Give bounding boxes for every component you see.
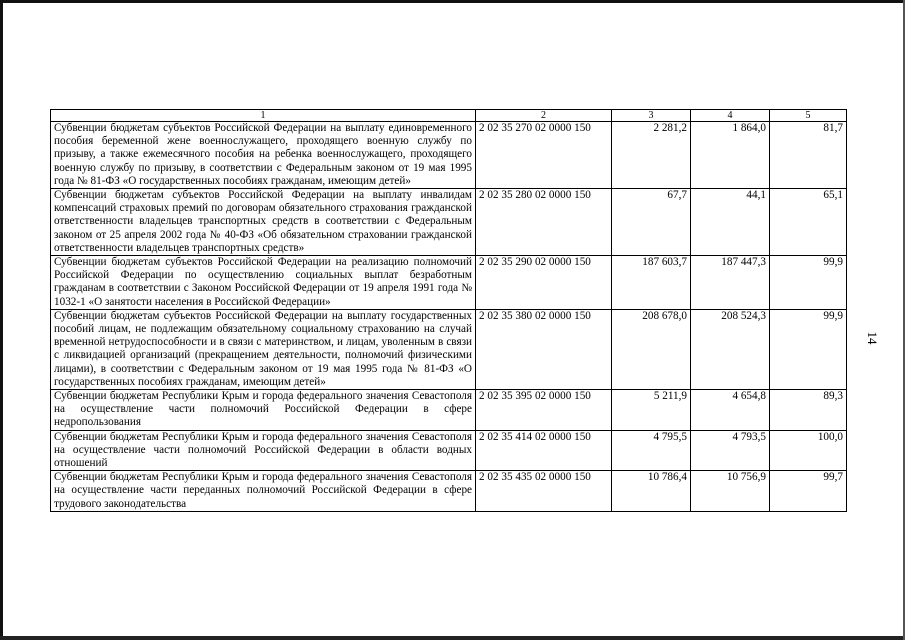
row-description: Субвенции бюджетам субъектов Российской Федерации на выплату инвалидам компенсаций страховых премий по договорам обязательного страхования гражданской ответственности владельцев транспортных средств в соответствии с Федеральным законом от 25 апреля 2002 года № 40-ФЗ «Об обязательном страховании гражданской ответственности владельцев транспортных средств»: [51, 189, 476, 256]
row-budget-code: 2 02 35 414 02 0000 150: [476, 430, 612, 471]
row-col-4-value: 187 447,3: [691, 256, 770, 310]
row-budget-code: 2 02 35 280 02 0000 150: [476, 189, 612, 256]
row-col-4-value: 44,1: [691, 189, 770, 256]
header-col-3: 3: [612, 110, 691, 122]
row-col-5-percent: 99,9: [770, 309, 847, 389]
row-col-3-value: 5 211,9: [612, 390, 691, 431]
row-col-5-percent: 99,7: [770, 471, 847, 512]
scan-edge-left: [0, 0, 3, 640]
row-description: Субвенции бюджетам Республики Крым и города федерального значения Севастополя на осуществление части переданных полномочий Российской Федерации в сфере трудового законодательства: [51, 471, 476, 512]
scan-edge-top: [0, 0, 905, 3]
header-col-5: 5: [770, 110, 847, 122]
row-col-4-value: 4 654,8: [691, 390, 770, 431]
header-col-4: 4: [691, 110, 770, 122]
table-header-row: [51, 110, 847, 122]
row-budget-code: 2 02 35 380 02 0000 150: [476, 309, 612, 389]
row-col-5-percent: 81,7: [770, 122, 847, 189]
header-col-1: 1: [51, 110, 476, 122]
row-col-3-value: 67,7: [612, 189, 691, 256]
row-budget-code: 2 02 35 435 02 0000 150: [476, 471, 612, 512]
header-col-2: 2: [476, 110, 612, 122]
row-col-3-value: 208 678,0: [612, 309, 691, 389]
table-row: [51, 256, 847, 310]
row-col-5-percent: 100,0: [770, 430, 847, 471]
row-description: Субвенции бюджетам субъектов Российской Федерации на выплату единовременного пособия беременной жене военнослужащего, проходящего военную службу по призыву, а также ежемесячного пособия на ребенка военнослужащего, проходящего военную службу по призыву, в соответствии с Федеральным законом от 19 мая 1995 года № 81-ФЗ «О государственных пособиях гражданам, имеющим детей»: [51, 122, 476, 189]
budget-table-body: [51, 110, 847, 512]
row-budget-code: 2 02 35 395 02 0000 150: [476, 390, 612, 431]
row-col-3-value: 187 603,7: [612, 256, 691, 310]
row-col-4-value: 208 524,3: [691, 309, 770, 389]
row-col-5-percent: 99,9: [770, 256, 847, 310]
table-row: [51, 189, 847, 256]
page-number: 14: [865, 331, 880, 345]
row-col-3-value: 2 281,2: [612, 122, 691, 189]
row-col-5-percent: 65,1: [770, 189, 847, 256]
table-row: [51, 390, 847, 431]
row-description: Субвенции бюджетам субъектов Российской Федерации на реализацию полномочий Российской Федерации по осуществлению социальных выплат безработным гражданам в соответствии с Законом Российской Федерации от 19 апреля 1991 года № 1032-1 «О занятости населения в Российской Федерации»: [51, 256, 476, 310]
row-col-3-value: 10 786,4: [612, 471, 691, 512]
table-row: [51, 309, 847, 389]
row-col-4-value: 10 756,9: [691, 471, 770, 512]
row-budget-code: 2 02 35 270 02 0000 150: [476, 122, 612, 189]
row-col-4-value: 4 793,5: [691, 430, 770, 471]
row-description: Субвенции бюджетам Республики Крым и города федерального значения Севастополя на осуществление части полномочий Российской Федерации в области водных отношений: [51, 430, 476, 471]
row-budget-code: 2 02 35 290 02 0000 150: [476, 256, 612, 310]
row-description: Субвенции бюджетам Республики Крым и города федерального значения Севастополя на осуществление части полномочий Российской Федерации в сфере недропользования: [51, 390, 476, 431]
row-col-5-percent: 89,3: [770, 390, 847, 431]
row-description: Субвенции бюджетам субъектов Российской Федерации на выплату государственных пособий лицам, не подлежащим обязательному социальному страхованию на случай временной нетрудоспособности и в связи с материнством, и лицам, уволенным в связи с ликвидацией организаций (прекращением деятельности, полномочий физическими лицами), в соответствии с Федеральным законом от 19 мая 1995 года № 81-ФЗ «О государственных пособиях гражданам, имеющим детей»: [51, 309, 476, 389]
scan-edge-bottom: [0, 636, 905, 640]
table-row: [51, 471, 847, 512]
budget-table: [50, 109, 847, 512]
row-col-4-value: 1 864,0: [691, 122, 770, 189]
table-row: [51, 122, 847, 189]
row-col-3-value: 4 795,5: [612, 430, 691, 471]
table-row: [51, 430, 847, 471]
